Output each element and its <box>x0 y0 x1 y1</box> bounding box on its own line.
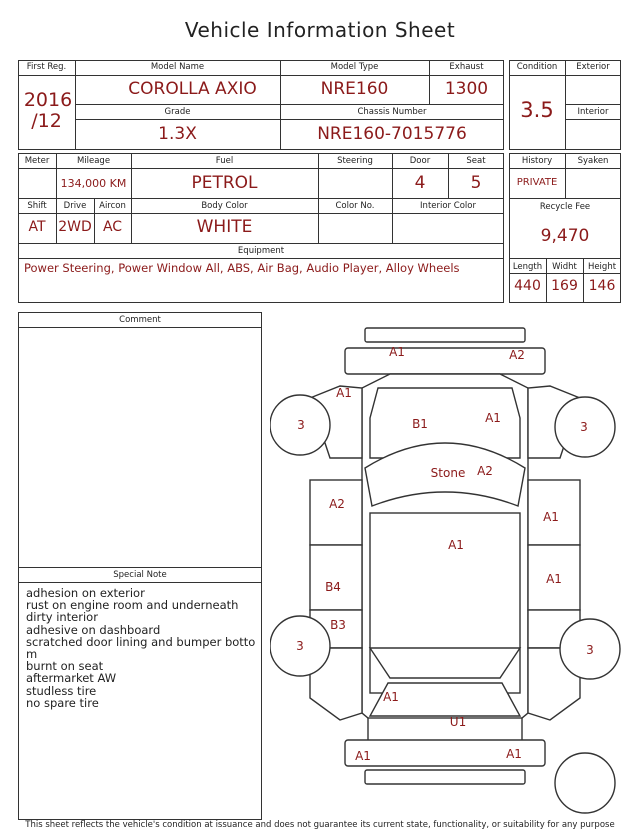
width-label: Widht <box>552 262 577 272</box>
shift-label: Shift <box>27 201 47 211</box>
mark-left-rear-quarter: B3 <box>330 618 346 632</box>
door-label: Door <box>409 156 431 166</box>
mark-tire-rl: 3 <box>296 639 304 653</box>
syaken-label: Syaken <box>577 156 609 166</box>
equipment-label: Equipment <box>237 246 285 256</box>
list-item: dirty interior <box>26 610 98 625</box>
mileage-value: 134,000 KM <box>60 177 127 190</box>
mark-left-rear-door: B4 <box>325 580 341 594</box>
mark-left-front-fender: A1 <box>336 386 352 400</box>
drive-label: Drive <box>63 201 87 211</box>
car-damage-diagram <box>270 318 630 818</box>
interior-label: Interior <box>577 107 609 117</box>
model-name-label: Model Name <box>150 62 205 72</box>
mark-trunk: A1 <box>383 690 399 704</box>
body-color-label: Body Color <box>201 201 248 211</box>
list-item: aftermarket AW <box>26 671 117 686</box>
door-value: 4 <box>414 173 426 193</box>
aircon-label: Aircon <box>99 201 126 211</box>
exterior-label: Exterior <box>576 62 610 72</box>
special-note-list <box>26 587 258 709</box>
list-item: adhesive on dashboard <box>26 622 161 637</box>
chassis-label: Chassis Number <box>357 107 427 117</box>
mark-hood: B1 <box>412 417 428 431</box>
footer-disclaimer: This sheet reflects the vehicle's condition at issuance and does not guarantee its current state, functionality, or suitability for any purpose <box>25 820 615 830</box>
first-reg-year: 2016 <box>23 89 73 111</box>
list-item: rust on engine room and underneath <box>26 598 239 613</box>
history-value: PRIVATE <box>516 177 558 188</box>
mark-front-bumper: A1 <box>389 345 405 359</box>
mark-tire-fr: 3 <box>580 420 588 434</box>
shift-value: AT <box>28 219 46 235</box>
equipment-value: Power Steering, Power Window All, ABS, Air Bag, Audio Player, Alloy Wheels <box>24 261 460 275</box>
fuel-value: PETROL <box>191 173 258 193</box>
list-item: studless tire <box>26 683 97 698</box>
mark-front-bumper-right: A2 <box>509 348 525 362</box>
grade-label: Grade <box>164 107 191 117</box>
grade-value: 1.3X <box>158 124 197 144</box>
mileage-label: Mileage <box>76 156 111 166</box>
comment-panel <box>18 312 262 820</box>
condition-label: Condition <box>516 62 558 72</box>
steering-label: Steering <box>337 156 373 166</box>
recycle-fee-label: Recycle Fee <box>539 202 591 212</box>
mark-tire-rr: 3 <box>586 643 594 657</box>
mark-hood-right: A1 <box>485 411 501 425</box>
mark-roof: A1 <box>448 538 464 552</box>
seat-label: Seat <box>466 156 486 166</box>
color-no-label: Color No. <box>335 201 375 211</box>
length-value: 440 <box>514 278 541 294</box>
model-type-label: Model Type <box>330 62 379 72</box>
mark-right-rear-door: A1 <box>546 572 562 586</box>
list-item: adhesion on exterior <box>26 586 145 600</box>
exhaust-value: 1300 <box>444 79 489 99</box>
special-note-label: Special Note <box>113 570 167 580</box>
fuel-label: Fuel <box>215 156 234 166</box>
first-reg-month: /12 <box>31 110 62 132</box>
meter-label: Meter <box>24 156 50 166</box>
first-reg-label: First Reg. <box>26 62 67 72</box>
model-type-value: NRE160 <box>320 79 389 99</box>
mark-right-front-door: A1 <box>543 510 559 524</box>
condition-grade: 3.5 <box>520 98 554 122</box>
comment-label: Comment <box>119 315 161 325</box>
mark-rear-bumper-left: A1 <box>355 749 371 763</box>
aircon-value: AC <box>102 219 123 235</box>
model-name-value: COROLLA AXIO <box>128 79 257 99</box>
history-label: History <box>521 156 553 166</box>
body-color-value: WHITE <box>196 217 253 237</box>
mark-windshield: Stone <box>430 466 466 480</box>
list-item: no spare tire <box>26 695 99 710</box>
width-value: 169 <box>551 278 578 294</box>
mark-rear-bumper-right: A1 <box>506 747 522 761</box>
mark-rear-panel: U1 <box>449 715 467 729</box>
list-item: m <box>26 647 38 662</box>
height-label: Height <box>587 262 617 272</box>
chassis-value: NRE160-7015776 <box>317 124 467 144</box>
sheet-title: Vehicle Information Sheet <box>184 18 456 42</box>
list-item: scratched door lining and bumper botto <box>26 634 256 649</box>
exhaust-label: Exhaust <box>449 62 484 72</box>
length-label: Length <box>512 262 543 272</box>
mark-left-front-door: A2 <box>329 497 345 511</box>
drive-value: 2WD <box>58 219 92 235</box>
mark-tire-fl: 3 <box>297 418 305 432</box>
interior-color-label: Interior Color <box>420 201 476 211</box>
seat-value: 5 <box>470 173 482 193</box>
list-item: burnt on seat <box>26 659 104 674</box>
mark-windshield-right: A2 <box>477 464 493 478</box>
recycle-fee-value: 9,470 <box>540 226 590 246</box>
height-value: 146 <box>588 278 616 294</box>
